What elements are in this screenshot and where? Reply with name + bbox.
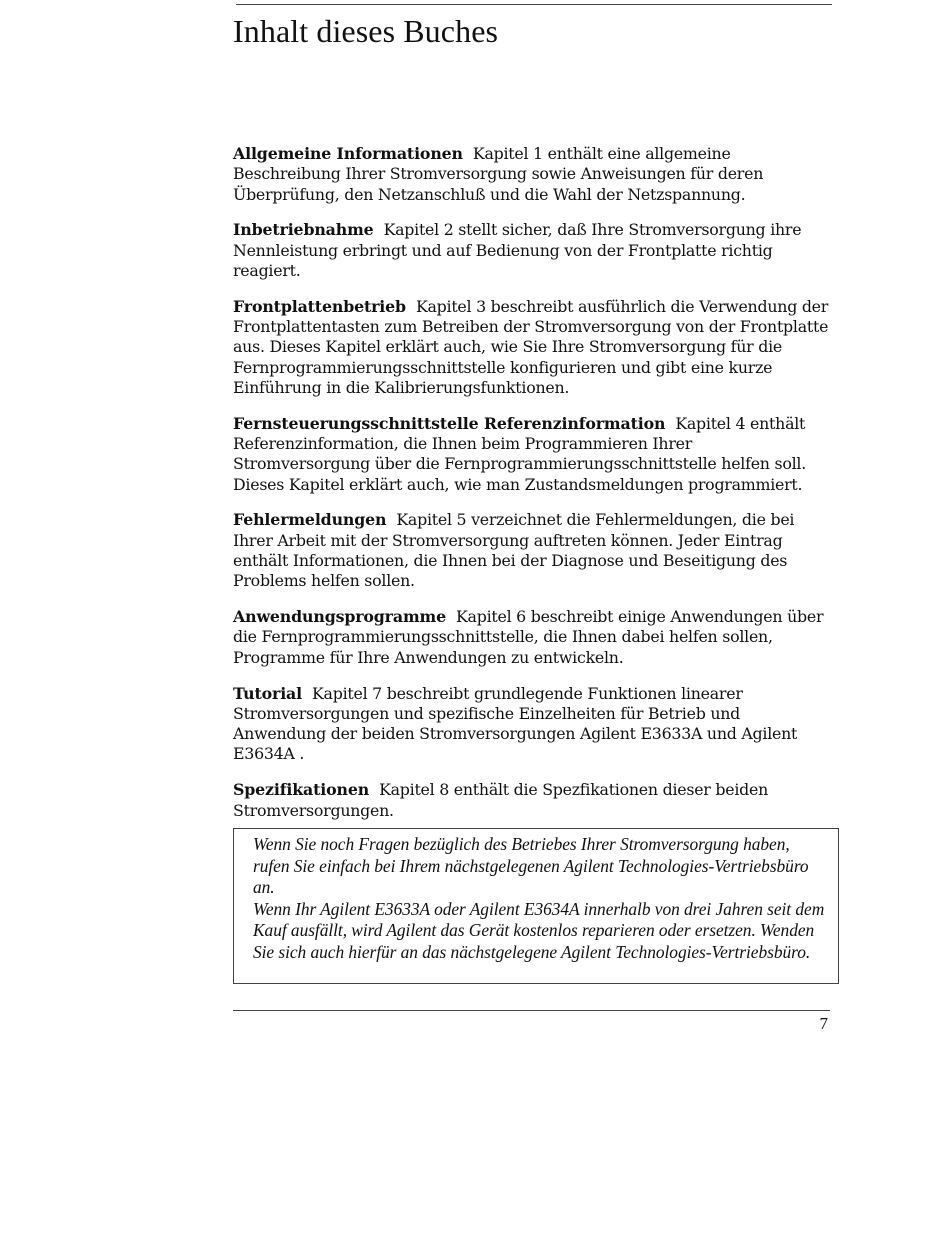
- section-text: Kapitel 1 enthält eine allgemeine Beschreibung Ihrer Stromversorgung sowie Anweisungen für deren Überprüfung, den Netzanschluß und die Wahl der Netzspannung.: [233, 144, 764, 204]
- notice-paragraph: Wenn Ihr Agilent E3633A oder Agilent E3634A innerhalb von drei Jahren seit dem Kauf ausfällt, wird Agilent das Gerät kostenlos reparieren oder ersetzen. Wenden Sie sich auch hierfür an das nächstgelegene Agilent Technologies-Vertriebsbüro.: [253, 898, 825, 962]
- section-spezifikationen: [233, 780, 833, 821]
- section-heading: Frontplattenbetrieb: [233, 296, 406, 316]
- section-text: Kapitel 8 enthält die Spezfikationen dieser beiden Stromversorgungen.: [233, 780, 769, 820]
- section-heading: Fehlermeldungen: [233, 510, 387, 530]
- top-rule: [236, 4, 832, 5]
- page-title: Inhalt dieses Buches: [233, 13, 499, 49]
- chapter-overview: [233, 144, 833, 836]
- section-fehlermeldungen: [233, 510, 833, 591]
- section-heading: Spezifikationen: [233, 780, 370, 800]
- section-text: Kapitel 5 verzeichnet die Fehlermeldungen, die bei Ihrer Arbeit mit der Stromversorgung auftreten können. Jeder Eintrag enthält Informationen, die Ihnen bei der Diagnose und Beseitigung des Problems helfen sollen.: [233, 510, 795, 591]
- section-frontplattenbetrieb: [233, 297, 833, 398]
- section-anwendungsprogramme: [233, 607, 833, 668]
- section-text: Kapitel 6 beschreibt einige Anwendungen über die Fernprogrammierungsschnittstelle, die Ihnen dabei helfen sollen, Programme für Ihre Anwendungen zu entwickeln.: [233, 607, 824, 667]
- section-heading: Fernsteuerungsschnittstelle Referenzinformation: [233, 413, 666, 433]
- bottom-rule: [233, 1010, 830, 1011]
- section-text: Kapitel 3 beschreibt ausführlich die Verwendung der Frontplattentasten zum Betreiben der Stromversorgung von der Frontplatte aus. Dieses Kapitel erklärt auch, wie Sie Ihre Stromversorgung für die Fernprogrammierungsschnittstelle konfigurieren und gibt eine kurze Einführung in die Kalibrierungsfunktionen.: [233, 296, 829, 397]
- section-heading: Tutorial: [233, 683, 302, 703]
- section-text: Kapitel 2 stellt sicher, daß Ihre Stromversorgung ihre Nennleistung erbringt und auf Bedienung von der Frontplatte richtig reagiert.: [233, 220, 802, 280]
- notice-box: [233, 828, 839, 984]
- section-fernsteuerungsschnittstelle: [233, 414, 833, 495]
- page-number: 7: [819, 1014, 828, 1033]
- section-heading: Inbetriebnahme: [233, 220, 374, 240]
- section-heading: Allgemeine Informationen: [233, 144, 463, 163]
- section-inbetriebnahme: [233, 220, 833, 281]
- section-allgemeine-informationen: [233, 144, 833, 205]
- section-text: Kapitel 7 beschreibt grundlegende Funktionen linearer Stromversorgungen und spezifische Einzelheiten für Betrieb und Anwendung der beiden Stromversorgungen Agilent E3633A und Agilent E3634A .: [233, 683, 798, 764]
- section-text: Kapitel 4 enthält Referenzinformation, die Ihnen beim Programmieren Ihrer Stromversorgung über die Fernprogrammierungsschnittstelle helfen soll. Dieses Kapitel erklärt auch, wie man Zustandsmeldungen programmiert.: [233, 413, 806, 494]
- notice-paragraph: Wenn Sie noch Fragen bezüglich des Betriebes Ihrer Stromversorgung haben, rufen Sie einfach bei Ihrem nächstgelegenen Agilent Technologies-Vertriebsbüro an.: [253, 834, 809, 898]
- section-tutorial: [233, 684, 833, 765]
- section-heading: Anwendungsprogramme: [233, 607, 446, 627]
